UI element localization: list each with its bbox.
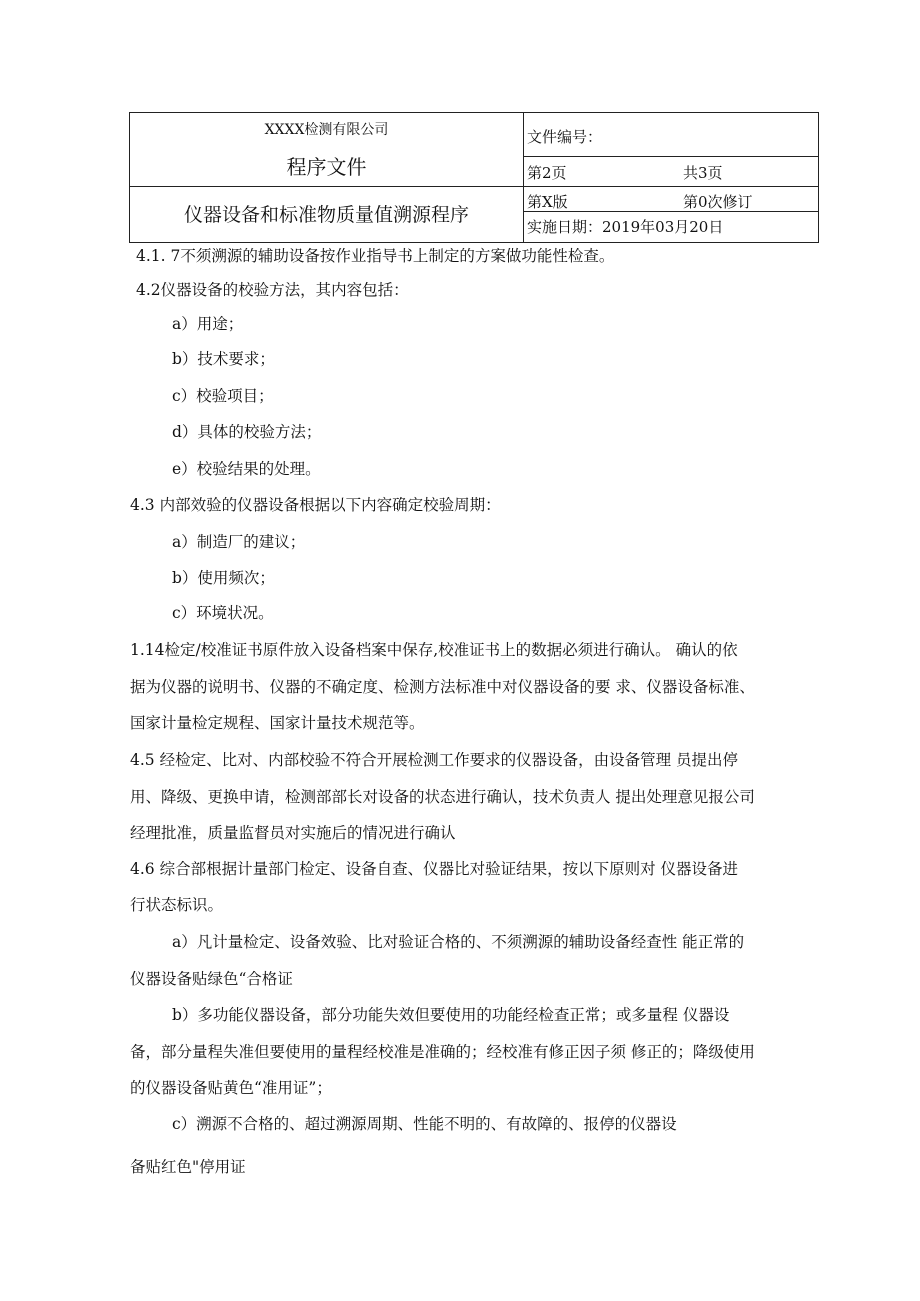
paragraph-line: 的仪器设备贴黄色“准用证”；: [130, 1079, 332, 1097]
list-item: a）用途；: [172, 315, 244, 333]
list-item: b）技术要求；: [172, 350, 275, 368]
paragraph-line: 4.2仪器设备的校验方法，其内容包括：: [136, 281, 409, 299]
total-pages: 共3页: [683, 164, 723, 182]
paragraph-line: 据为仪器的说明书、仪器的不确定度、检测方法标准中对仪器设备的要 求、仪器设备标准、: [130, 678, 755, 696]
paragraph-line: 1.14检定/校准证书原件放入设备档案中保存,校准证书上的数据必须进行确认。 确认的依: [130, 641, 738, 659]
page-number: 第2页: [527, 164, 567, 182]
version-label: 第X版: [527, 193, 568, 211]
list-item: d）具体的校验方法；: [172, 423, 322, 441]
list-item: c）环境状况。: [172, 604, 274, 622]
header-divider-right-2: [523, 186, 818, 187]
header-divider-vertical: [523, 113, 524, 242]
paragraph-line: c）溯源不合格的、超过溯源周期、性能不明的、有故障的、报停的仪器设: [172, 1115, 677, 1133]
list-item: e）校验结果的处理。: [172, 460, 321, 478]
effective-date: 实施日期：2019年03月20日: [527, 218, 724, 236]
header-divider-left: [130, 186, 523, 187]
paragraph-line: 经理批准，质量监督员对实施后的情况进行确认: [130, 824, 456, 842]
paragraph-line: 4.3 内部效验的仪器设备根据以下内容确定校验周期：: [130, 496, 501, 514]
paragraph-line: 仪器设备贴绿色“合格证: [130, 970, 293, 988]
document-header-table: [129, 112, 819, 243]
list-item: c）校验项目；: [172, 387, 274, 405]
paragraph-line: 行状态标识。: [130, 896, 224, 914]
list-item: a）制造厂的建议；: [172, 533, 306, 551]
paragraph-line: a）凡计量检定、设备效验、比对验证合格的、不须溯源的辅助设备经查性 能正常的: [172, 933, 745, 951]
doc-number-label: 文件编号：: [527, 128, 603, 146]
paragraph-line: 用、降级、更换申请，检测部部长对设备的状态进行确认，技术负责人 提出处理意见报公司: [130, 788, 755, 806]
company-name: XXXX检测有限公司: [264, 122, 389, 138]
paragraph-line: 4.6 综合部根据计量部门检定、设备自查、仪器比对验证结果，按以下原则对 仪器设备进: [130, 860, 739, 878]
list-item: b）使用频次；: [172, 569, 275, 587]
paragraph-line: b）多功能仪器设备，部分功能失效但要使用的功能经检查正常；或多量程 仪器设: [172, 1006, 730, 1024]
revision-label: 第0次修订: [683, 193, 753, 211]
document-type: 程序文件: [286, 155, 367, 179]
paragraph-line: 备，部分量程失准但要使用的量程经校准是准确的；经校准有修正因子须 修正的；降级使用: [130, 1043, 755, 1061]
header-divider-right-1: [523, 156, 818, 157]
paragraph-line: 国家计量检定规程、国家计量技术规范等。: [130, 714, 425, 732]
document-title: 仪器设备和标准物质量值溯源程序: [183, 204, 469, 226]
paragraph-line: 4.5 经检定、比对、内部校验不符合开展检测工作要求的仪器设备，由设备管理 员提出停: [130, 751, 739, 769]
paragraph-line: 备贴红色"停用证: [130, 1158, 246, 1176]
paragraph-line: 4.1. 7不须溯源的辅助设备按作业指导书上制定的方案做功能性检查。: [136, 247, 615, 265]
